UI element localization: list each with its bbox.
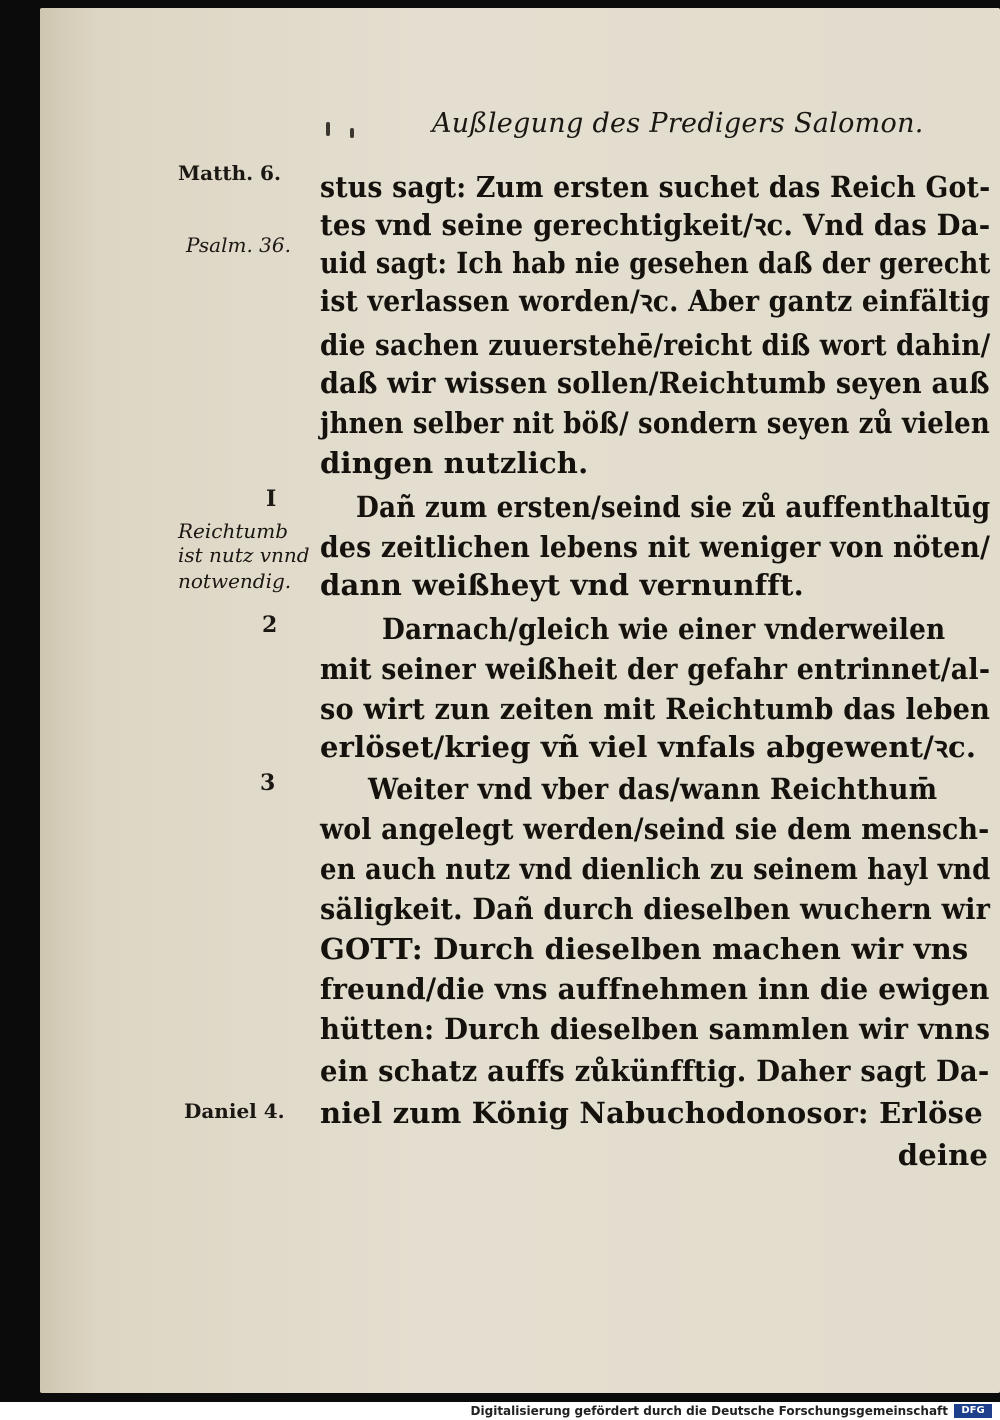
text-line: ist verlassen worden/ꝛc. Aber gantz einfältig [320, 284, 991, 318]
text-line: Dañ zum ersten/seind sie zů auffenthaltūg [356, 490, 991, 524]
text-line: die sachen zuuerstehē/reicht diß wort dahin/ [320, 328, 991, 362]
dfg-logo: DFG [954, 1404, 992, 1418]
ink-speck [326, 122, 330, 136]
text-line: Darnach/gleich wie einer vnderweilen [382, 612, 946, 646]
running-head: Außlegung des Predigers Salomon. [432, 108, 924, 139]
text-line: en auch nutz vnd dienlich zu seinem hayl vnd [320, 852, 991, 886]
text-line: so wirt zun zeiten mit Reichtumb das leben [320, 692, 991, 726]
text-line: tes vnd seine gerechtigkeit/ꝛc. Vnd das Da- [320, 208, 991, 242]
text-line: des zeitlichen lebens nit weniger von nöten/ [320, 530, 991, 564]
text-line: dann weißheyt vnd vernunfft. [320, 568, 804, 602]
text-line: ein schatz auffs zůkünfftig. Daher sagt Da- [320, 1054, 990, 1088]
text-line: stus sagt: Zum ersten suchet das Reich Got- [320, 170, 991, 204]
footer-bar [0, 1402, 1000, 1420]
margin-note-daniel: Daniel 4. [184, 1099, 285, 1123]
funding-notice: Digitalisierung gefördert durch die Deutsche Forschungsgemeinschaft [470, 1404, 948, 1418]
text-line: niel zum König Nabuchodonosor: Erlöse [320, 1096, 983, 1130]
text-line: mit seiner weißheit der gefahr entrinnet/al- [320, 652, 991, 686]
text-line: jhnen selber nit böß/ sondern seyen zů vielen [320, 406, 990, 440]
margin-number-3: 3 [260, 770, 276, 796]
text-line: GOTT: Durch dieselben machen wir vns [320, 932, 969, 966]
text-line: hütten: Durch dieselben sammlen wir vnns [320, 1012, 991, 1046]
text-line: uid sagt: Ich hab nie gesehen daß der gerecht [320, 246, 991, 280]
text-line: dingen nutzlich. [320, 446, 589, 480]
text-line: säligkeit. Dañ durch dieselben wuchern wir [320, 892, 991, 926]
margin-note-reichtumb-2: ist nutz vnnd [178, 543, 310, 567]
ink-speck [350, 128, 354, 138]
margin-note-reichtumb-1: Reichtumb [178, 519, 289, 543]
catchword: deine [897, 1138, 988, 1172]
text-line: Weiter vnd vber das/wann Reichthum̄ [368, 772, 938, 806]
text-line: erlöset/krieg vñ viel vnfals abgewent/ꝛc. [320, 730, 977, 764]
text-line: daß wir wissen sollen/Reichtumb seyen auß [320, 366, 990, 400]
margin-number-2: 2 [262, 612, 278, 638]
margin-note-matth: Matth. 6. [178, 161, 281, 185]
margin-number-1: I [266, 486, 277, 512]
margin-note-psalm: Psalm. 36. [186, 233, 291, 257]
text-line: wol angelegt werden/seind sie dem mensch- [320, 812, 990, 846]
text-line: freund/die vns auffnehmen inn die ewigen [320, 972, 990, 1006]
margin-note-reichtumb-3: notwendig. [178, 569, 292, 593]
